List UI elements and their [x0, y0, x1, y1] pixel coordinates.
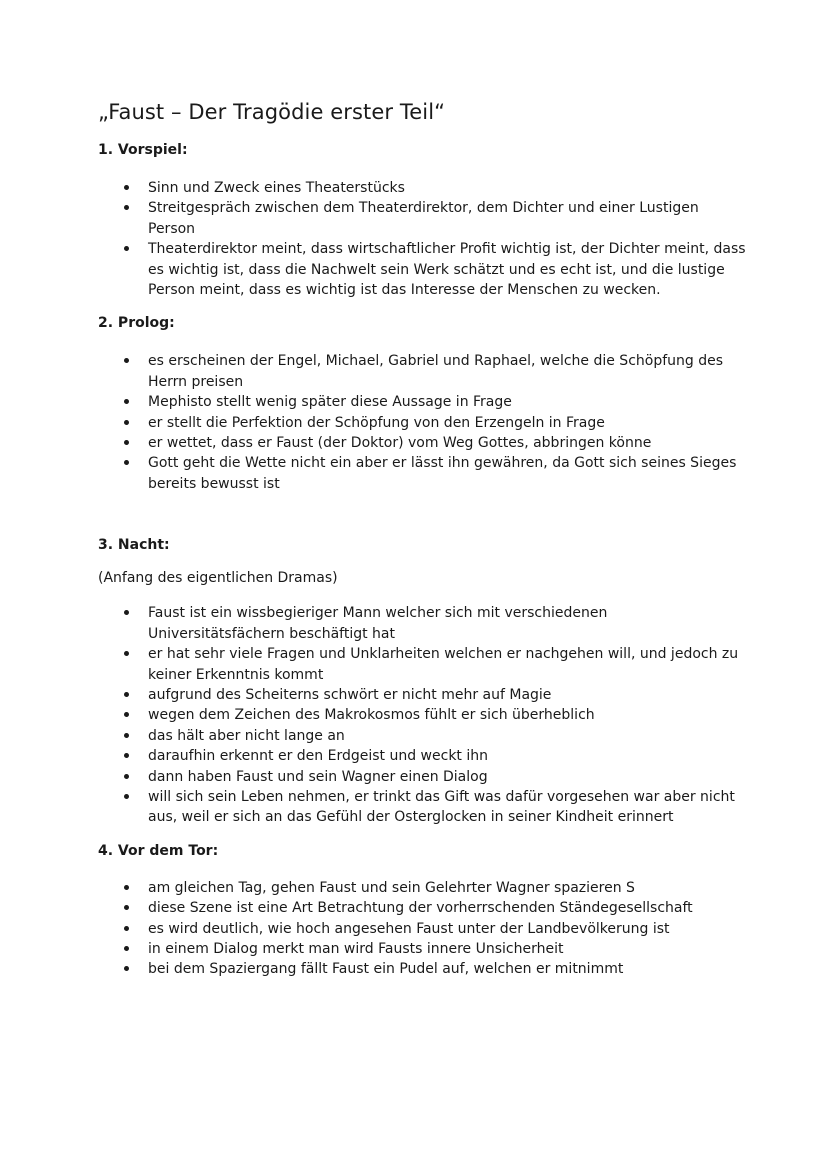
list-item: am gleichen Tag, gehen Faust und sein Gelehrter Wagner spazieren S [98, 878, 748, 898]
list-item: er hat sehr viele Fragen und Unklarheiten welchen er nachgehen will, und jedoch zu keiner Erkenntnis kommt [98, 644, 748, 685]
list-item: Gott geht die Wette nicht ein aber er lässt ihn gewähren, da Gott sich seines Sieges bereits bewusst ist [98, 453, 748, 494]
section-nacht [98, 535, 748, 827]
section-heading: 4. Vor dem Tor: [98, 842, 219, 859]
list-item: bei dem Spaziergang fällt Faust ein Pudel auf, welchen er mitnimmt [98, 959, 748, 979]
list-item: Faust ist ein wissbegieriger Mann welcher sich mit verschiedenen Universitätsfächern beschäftigt hat [98, 603, 748, 644]
section-heading: 1. Vorspiel: [98, 142, 188, 158]
list-item: will sich sein Leben nehmen, er trinkt das Gift was dafür vorgesehen war aber nicht aus, weil er sich an das Gefühl der Osterglocken in seiner Kindheit erinnert [98, 787, 748, 828]
list-item: das hält aber nicht lange an [98, 726, 748, 746]
bullet-list [98, 603, 748, 827]
section-vor-dem-tor [98, 841, 748, 980]
list-item: er wettet, dass er Faust (der Doktor) vom Weg Gottes, abbringen könne [98, 433, 748, 453]
bullet-list [98, 878, 748, 980]
list-item: daraufhin erkennt er den Erdgeist und weckt ihn [98, 746, 748, 766]
list-item: Mephisto stellt wenig später diese Aussage in Frage [98, 392, 748, 412]
list-item: Sinn und Zweck eines Theaterstücks [98, 178, 748, 198]
list-item: Streitgespräch zwischen dem Theaterdirektor, dem Dichter und einer Lustigen Person [98, 198, 748, 239]
list-item: in einem Dialog merkt man wird Fausts innere Unsicherheit [98, 939, 748, 959]
list-item: es wird deutlich, wie hoch angesehen Faust unter der Landbevölkerung ist [98, 919, 748, 939]
list-item: Theaterdirektor meint, dass wirtschaftlicher Profit wichtig ist, der Dichter meint, dass es wichtig ist, dass die Nachwelt sein Werk schätzt und es echt ist, und die lustige Person meint, dass es wichtig ist das Interesse der Menschen zu wecken. [98, 239, 748, 300]
list-item: er stellt die Perfektion der Schöpfung von den Erzengeln in Frage [98, 413, 748, 433]
list-item: dann haben Faust und sein Wagner einen Dialog [98, 767, 748, 787]
section-heading: 3. Nacht: [98, 537, 170, 554]
list-item: diese Szene ist eine Art Betrachtung der vorherrschenden Ständegesellschaft [98, 898, 748, 918]
section-vorspiel [98, 140, 748, 300]
list-item: wegen dem Zeichen des Makrokosmos fühlt er sich überheblich [98, 705, 748, 725]
document-title: „Faust – Der Tragödie erster Teil“ [98, 100, 446, 124]
bullet-list [98, 351, 748, 494]
section-prolog [98, 313, 748, 494]
bullet-list [98, 178, 748, 300]
list-item: aufgrund des Scheiterns schwört er nicht mehr auf Magie [98, 685, 748, 705]
section-note: (Anfang des eigentlichen Dramas) [98, 570, 338, 587]
section-heading: 2. Prolog: [98, 315, 175, 332]
list-item: es erscheinen der Engel, Michael, Gabriel und Raphael, welche die Schöpfung des Herrn preisen [98, 351, 748, 392]
